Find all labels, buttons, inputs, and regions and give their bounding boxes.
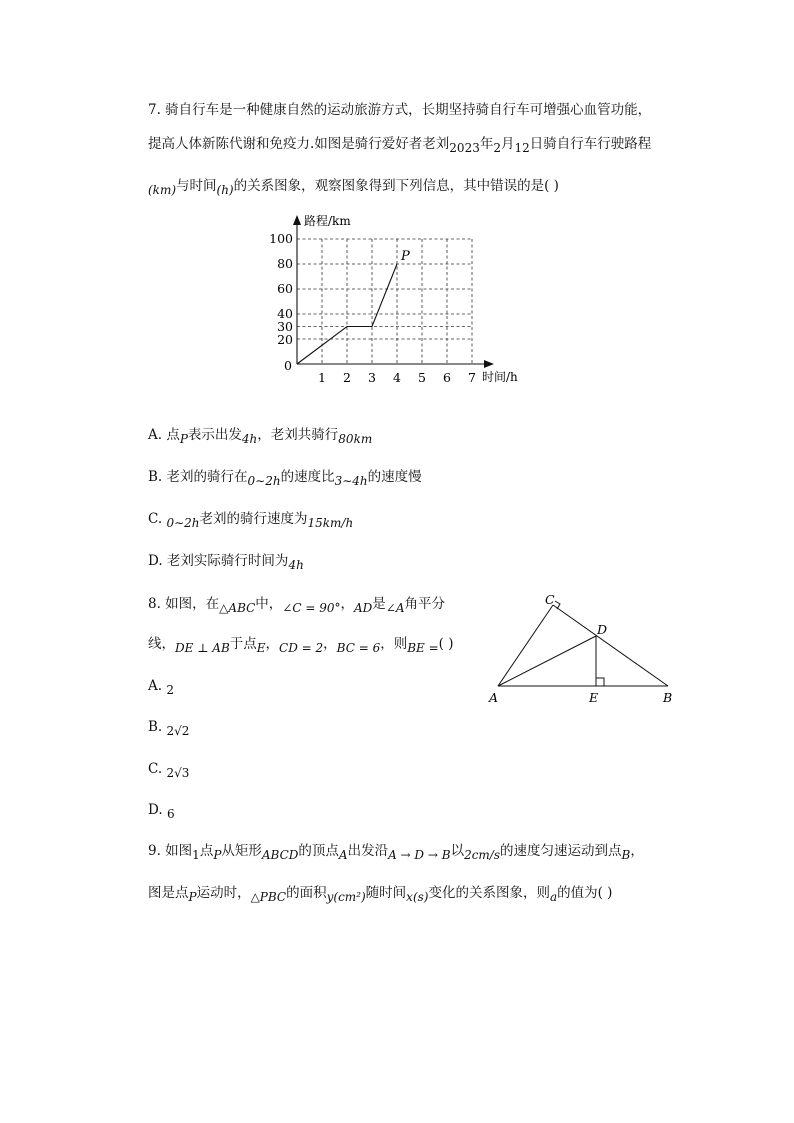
q7-y-tick: 60 — [277, 281, 293, 296]
q8-math: △ABC — [219, 601, 256, 615]
q7-stem-line3 — [148, 178, 559, 197]
q7-math: 4h — [288, 558, 304, 572]
q7-stem-line1 — [148, 104, 651, 118]
q7-math: 15km/h — [307, 516, 354, 530]
q8-math: BE = — [407, 641, 439, 655]
q7-y-tick: 30 — [277, 319, 293, 334]
q9-text: 的速度匀速运动到点 — [500, 843, 622, 859]
q9-stem-line1 — [148, 843, 644, 862]
q8-label-c: C — [545, 592, 555, 607]
q8-text: ， — [340, 596, 354, 612]
q8-option-label: D. — [148, 802, 163, 818]
q8-option-a[interactable] — [148, 678, 174, 697]
q7-text: 的速度慢 — [367, 469, 422, 485]
q7-text: 与时间 — [176, 178, 217, 194]
q8-label-b: B — [663, 690, 673, 705]
q7-option-a[interactable] — [148, 427, 373, 446]
q9-math: A → D → B — [388, 848, 451, 862]
q8-option-d[interactable] — [148, 802, 175, 821]
q8-option-value: 6 — [166, 807, 175, 821]
q7-text: 年 — [479, 136, 494, 152]
q9-text: 从矩形 — [221, 843, 262, 859]
q7-x-axis-label: 时间/h — [482, 370, 518, 384]
q8-text: 是 — [372, 596, 386, 612]
q8-option-b[interactable] — [148, 719, 190, 738]
q8-text: 8. 如图，在 — [148, 596, 220, 612]
q7-text: A. 点 — [148, 427, 180, 443]
q8-label-e: E — [589, 690, 599, 705]
q8-text: 中， — [255, 596, 283, 612]
q9-text: 随时间 — [365, 885, 407, 901]
q7-x-tick: 5 — [418, 370, 426, 385]
q7-day: 12 — [514, 141, 530, 155]
q8-triangle-figure — [485, 592, 685, 707]
q9-text: 的面积 — [286, 885, 327, 901]
q7-text: D. 老刘实际骑行时间为 — [148, 553, 289, 569]
q8-math: AD — [354, 601, 373, 615]
q8-option-label: A. — [148, 678, 163, 694]
q9-math: 1 — [192, 848, 200, 862]
q9-math: ABCD — [261, 848, 299, 862]
q9-math: y(cm²) — [326, 890, 366, 904]
q7-math: P — [179, 432, 188, 446]
q7-text: 提高人体新陈代谢和免疫力.如图是骑行爱好者老刘 — [148, 136, 450, 152]
q7-y-tick: 80 — [277, 256, 293, 271]
q7-year: 2023 — [449, 141, 480, 155]
q9-text: 图是点 — [148, 885, 189, 901]
q9-text: 运动时， — [196, 885, 251, 901]
q9-text: ， — [630, 843, 644, 859]
q7-text: ，老刘共骑行 — [257, 427, 339, 443]
q7-x-tick: 1 — [318, 370, 326, 385]
q7-graph-grid — [297, 239, 472, 364]
q7-unit-h: (h) — [216, 183, 234, 197]
q8-text: 于点 — [229, 636, 257, 652]
q8-option-label: C. — [148, 761, 163, 777]
q9-math: a — [549, 890, 558, 904]
q8-option-value: 2 — [166, 683, 174, 697]
q9-math: B — [621, 848, 631, 862]
q7-option-c[interactable] — [148, 511, 354, 530]
q8-label-d: D — [597, 622, 608, 637]
q9-text: 变化的关系图象，则 — [428, 885, 550, 901]
q8-stem-line1 — [148, 596, 446, 615]
q7-x-tick: 4 — [393, 370, 401, 385]
q9-text: 9. 如图 — [148, 843, 193, 859]
q7-text: C. — [148, 511, 167, 527]
q8-option-value: 2√2 — [166, 724, 190, 738]
q7-stem-line2 — [148, 136, 652, 155]
q8-triangle-lines — [498, 601, 668, 686]
q7-distance-time-graph — [260, 208, 520, 388]
q9-stem-line2 — [148, 885, 613, 904]
q9-text: 的值为( ) — [557, 885, 613, 901]
q7-text: 老刘的骑行速度为 — [199, 511, 308, 527]
q8-math: ∠C = 90° — [282, 601, 341, 615]
q9-math: P — [213, 848, 222, 862]
q7-math: 0∼2h — [247, 474, 281, 488]
q7-text: 表示出发 — [187, 427, 242, 443]
q7-origin-label: 0 — [284, 358, 292, 373]
q7-x-tick: 2 — [343, 370, 351, 385]
q7-option-d[interactable] — [148, 553, 304, 572]
q7-text: 的速度比 — [280, 469, 335, 485]
q7-x-ticks — [318, 370, 476, 385]
q8-math: E — [256, 641, 266, 655]
q8-text: ( ) — [438, 636, 454, 652]
q9-math: A — [338, 848, 348, 862]
q9-math: 2cm/s — [464, 848, 500, 862]
q7-text: 的关系图象，观察图象得到下列信息，其中错误的是( ) — [233, 178, 559, 194]
q7-x-tick: 7 — [468, 370, 476, 385]
q7-y-tick: 20 — [277, 332, 293, 347]
q8-text: ， — [323, 636, 337, 652]
q7-x-tick: 3 — [368, 370, 376, 385]
q8-math: BC = 6 — [336, 641, 381, 655]
q7-y-ticks — [269, 231, 293, 347]
q8-text: ， — [265, 636, 280, 652]
q7-math: 4h — [241, 432, 258, 446]
q7-month: 2 — [493, 141, 501, 155]
q7-x-tick: 6 — [443, 370, 451, 385]
q8-math: DE ⊥ AB — [175, 641, 230, 655]
q9-text: 以 — [450, 843, 465, 859]
q8-stem-line2 — [148, 636, 454, 655]
q8-text: ，则 — [380, 636, 408, 652]
q8-vertex-labels — [488, 592, 672, 705]
q9-math: x(s) — [406, 890, 429, 904]
q9-text: 的顶点 — [298, 843, 339, 859]
q7-text: B. 老刘的骑行在 — [148, 469, 248, 485]
q9-text: 出发沿 — [347, 843, 389, 859]
q7-unit-km: (km) — [148, 183, 177, 197]
q7-math: 3∼4h — [334, 474, 368, 488]
q7-text: 7. 骑自行车是一种健康自然的运动旅游方式，长期坚持骑自行车可增强心血管功能， — [148, 102, 652, 118]
q8-text: 线， — [148, 636, 175, 652]
q8-option-value: 2√3 — [166, 766, 190, 780]
q9-math: P — [188, 890, 197, 904]
q8-option-label: B. — [148, 719, 163, 735]
q7-text: 月 — [500, 136, 515, 152]
q8-math: CD = 2 — [279, 641, 324, 655]
q8-option-c[interactable] — [148, 761, 190, 780]
q8-label-a: A — [489, 690, 499, 705]
q7-math: 80km — [338, 432, 373, 446]
q8-text: 角平分 — [404, 596, 446, 612]
q7-math: 0∼2h — [166, 516, 200, 530]
q7-y-axis-label: 路程/km — [304, 214, 351, 228]
q9-math: △PBC — [250, 890, 287, 904]
q7-text: 日骑自行车行驶路程 — [529, 136, 652, 152]
q7-point-p-label: P — [401, 249, 410, 264]
q7-y-tick: 40 — [277, 306, 293, 321]
q7-option-b[interactable] — [148, 469, 422, 488]
q7-y-tick: 100 — [269, 231, 293, 246]
q8-math: ∠A — [385, 601, 405, 615]
q9-text: 点 — [199, 843, 214, 859]
